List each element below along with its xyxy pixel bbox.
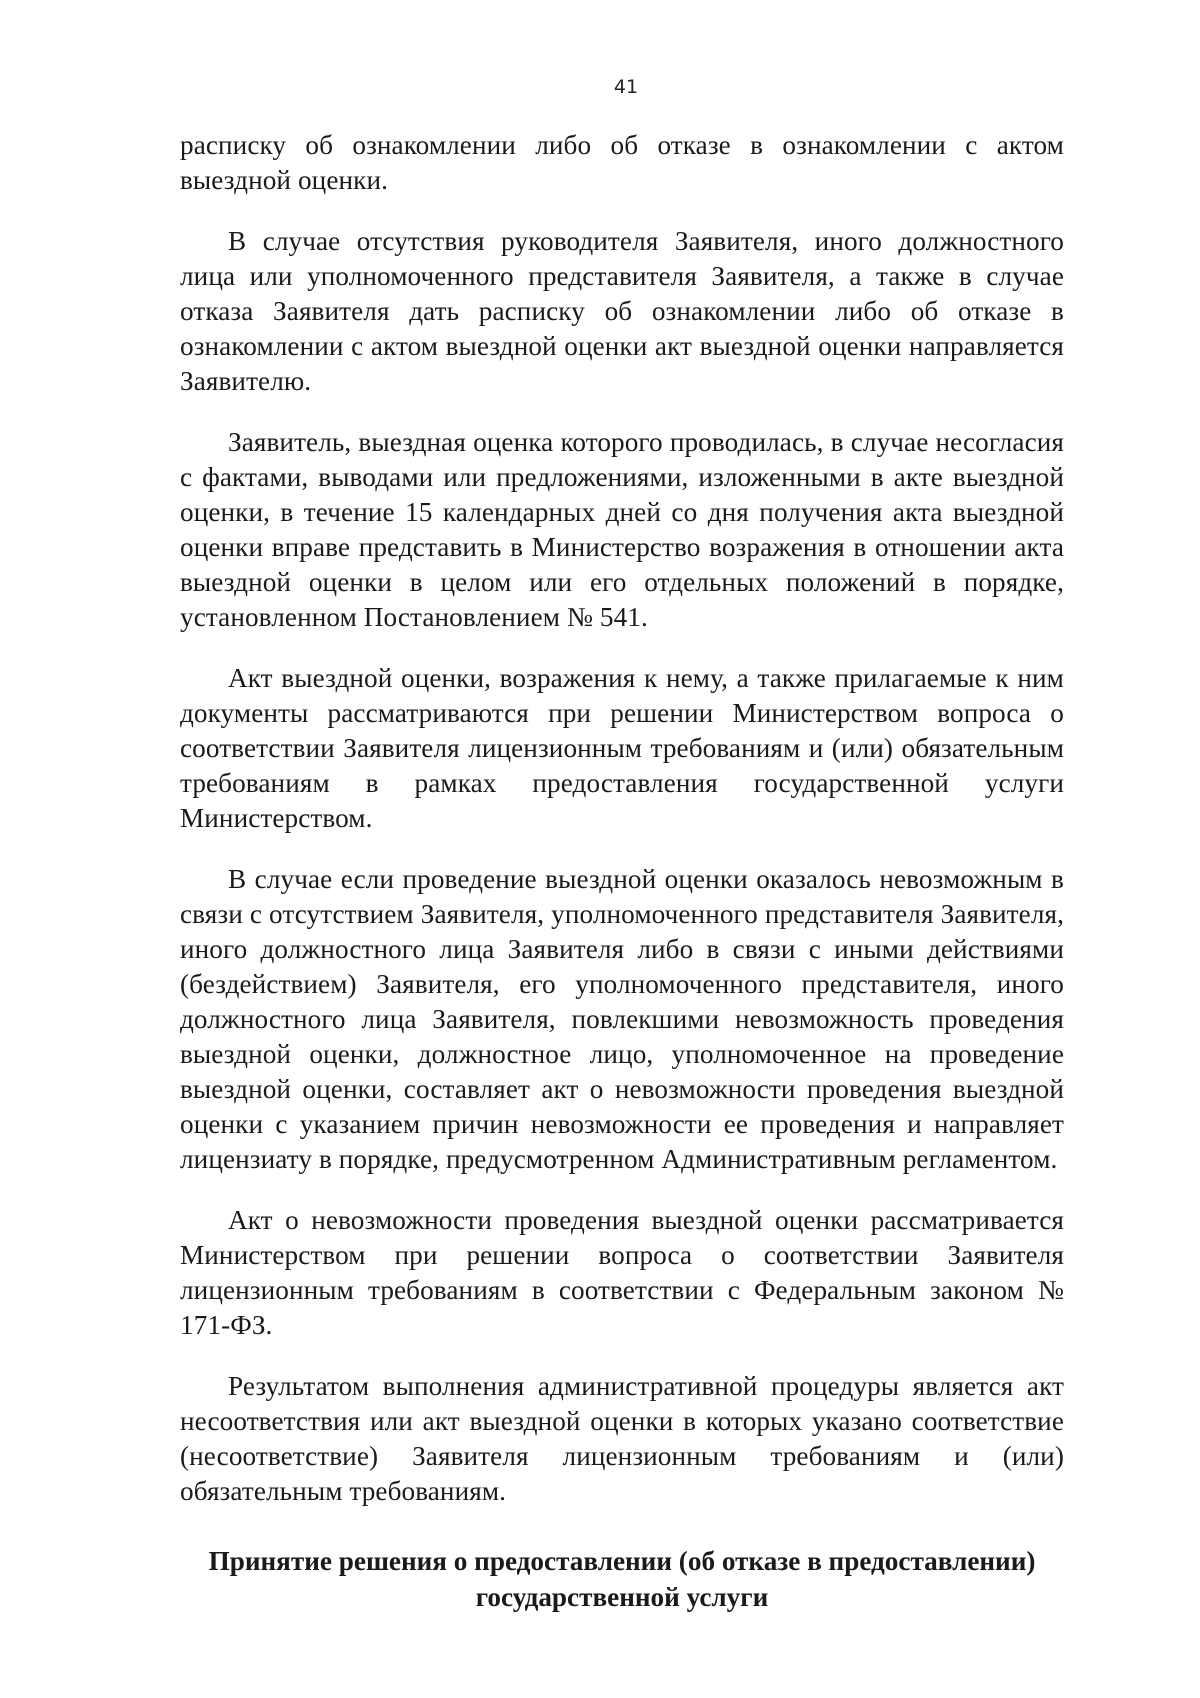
paragraph-continuation: расписку об ознакомлении либо об отказе в ознакомлении с актом выездной оценки.: [180, 130, 1064, 195]
paragraph-impossibility: В случае если проведение выездной оценки оказалось невозможным в связи с отсутствием Заявителя, уполномоченного представителя Заявителя, иного должностного лица Заявителя либо в связи с иными действиями (бездействием) Заявителя, его уполномоченного представителя, иного должностного лица Заявителя, повлекшими невозможность проведения выездной оценки, должностное лицо, уполномоченное на проведение выездной оценки, составляет акт о невозможности проведения выездной оценки с указанием причин невозможности ее проведения и направляет лицензиату в порядке, предусмотренном Административным регламентом.: [180, 864, 1064, 1174]
paragraph-absence-of-applicant: В случае отсутствия руководителя Заявителя, иного должностного лица или уполномоченного представителя Заявителя, а также в случае отказа Заявителя дать расписку об ознакомлении либо об отказе в ознакомлении с актом выездной оценки акт выездной оценки направляется Заявителю.: [180, 226, 1064, 396]
paragraph-objections-right: Заявитель, выездная оценка которого проводилась, в случае несогласия с фактами, выводами или предложениями, изложенными в акте выездной оценки, в течение 15 календарных дней со дня получения акта выездной оценки вправе представить в Министерство возражения в отношении акта выездной оценки в целом или его отдельных положений в порядке, установленном Постановлением № 541.: [180, 427, 1064, 632]
paragraph-act-consideration: Акт выездной оценки, возражения к нему, а также прилагаемые к ним документы рассматриваются при решении Министерством вопроса о соответствии Заявителя лицензионным требованиям и (или) обязательным требованиям в рамках предоставления государственной услуги Министерством.: [180, 663, 1064, 833]
paragraph-result: Результатом выполнения административной процедуры является акт несоответствия или акт выездной оценки в которых указано соответствие (несоответствие) Заявителя лицензионным требованиям и (или) обязательным требованиям.: [180, 1371, 1064, 1506]
section-heading-line-2: государственной услуги: [475, 1582, 769, 1612]
section-heading: [180, 1543, 1064, 1615]
section-heading-line-1: Принятие решения о предоставлении (об отказе в предоставлении): [208, 1546, 1036, 1576]
page-number: 41: [613, 76, 639, 98]
paragraph-impossibility-act: Акт о невозможности проведения выездной оценки рассматривается Министерством при решении вопроса о соответствии Заявителя лицензионным требованиям в соответствии с Федеральным законом № 171-ФЗ.: [180, 1205, 1064, 1340]
document-body: [180, 128, 1064, 1615]
